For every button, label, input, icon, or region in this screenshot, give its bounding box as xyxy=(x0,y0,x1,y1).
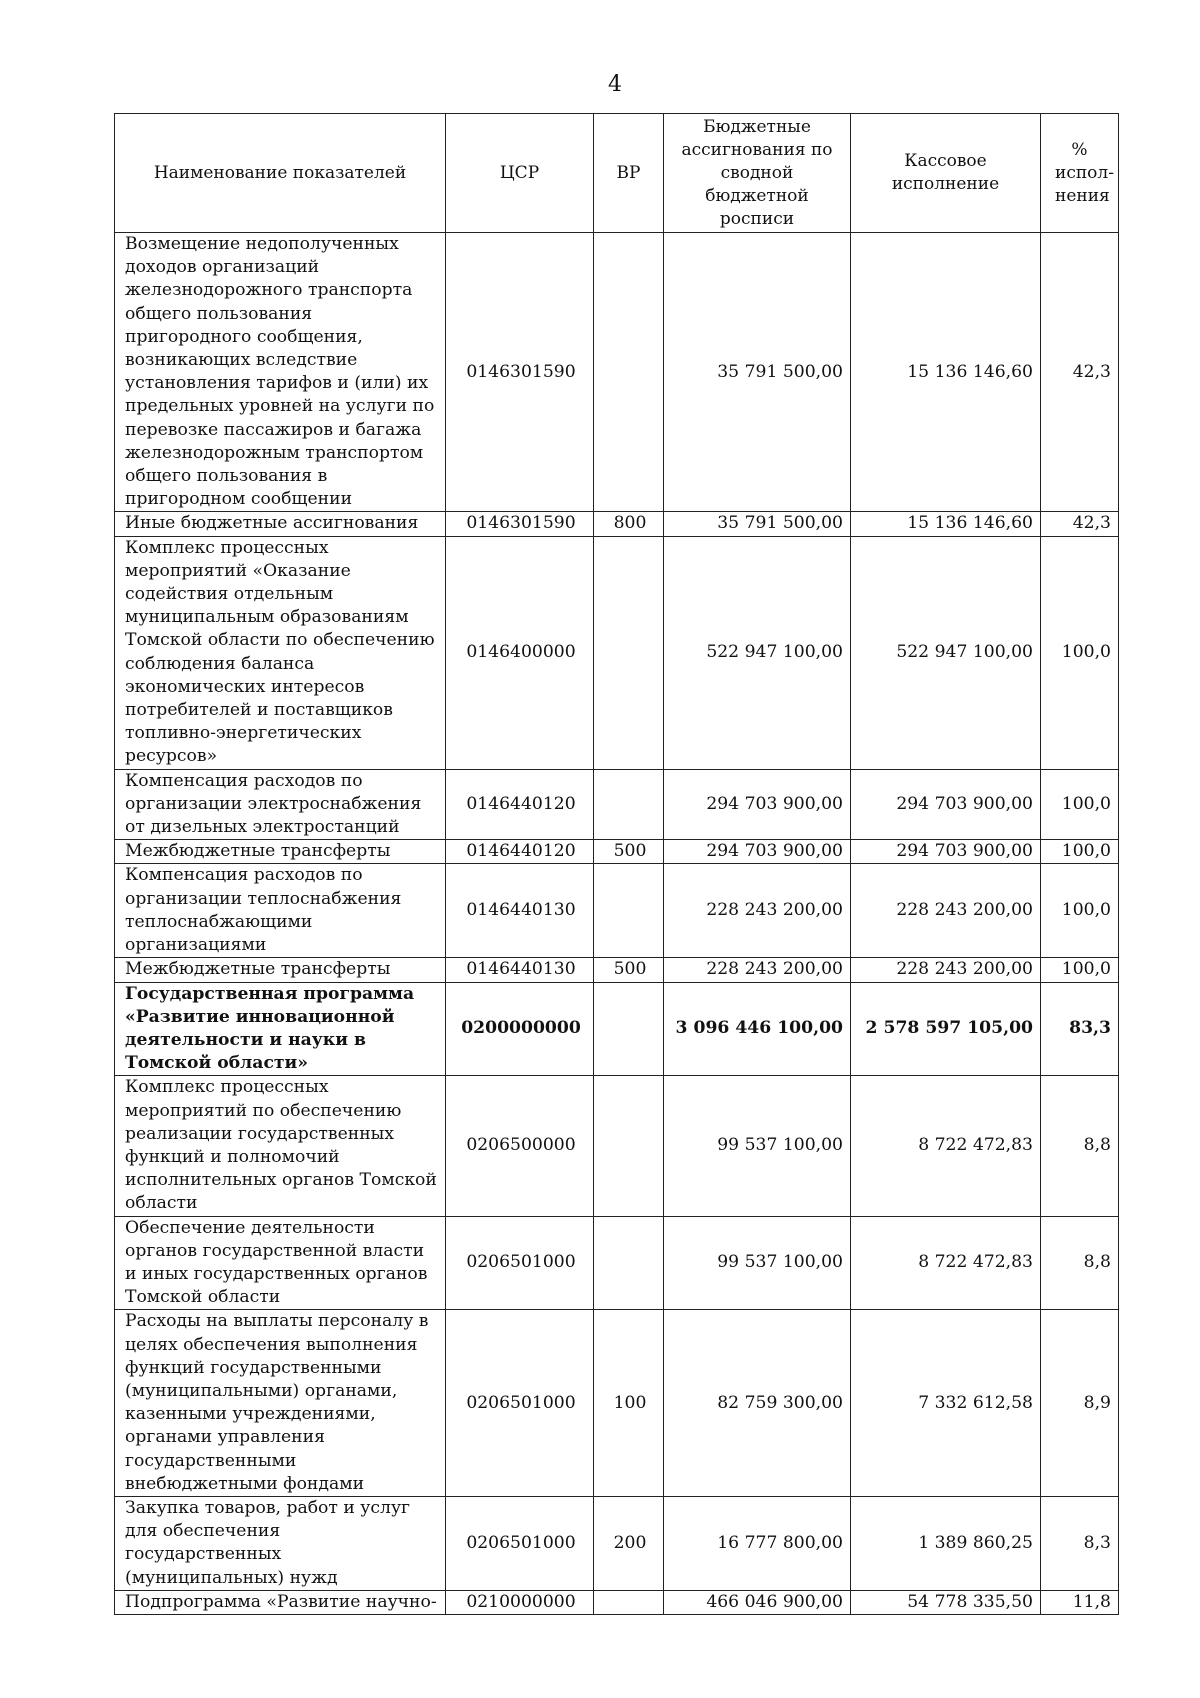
cell-csr: 0146440120 xyxy=(446,769,594,840)
cell-name: Иные бюджетные ассигнования xyxy=(115,512,446,536)
cell-csr: 0146301590 xyxy=(446,512,594,536)
header-name: Наименование показателей xyxy=(115,114,446,233)
header-vr: ВР xyxy=(594,114,664,233)
cell-execution: 54 778 335,50 xyxy=(851,1590,1041,1614)
cell-name: Государственная программа «Развитие инновационной деятельности и науки в Томской области» xyxy=(115,982,446,1076)
cell-csr: 0206500000 xyxy=(446,1076,594,1216)
cell-name: Расходы на выплаты персоналу в целях обеспечения выполнения функций государственными (муниципальными) органами, казенными учреждениями, органами управления государственными внебюджетными фондами xyxy=(115,1310,446,1497)
cell-name: Возмещение недополученных доходов организаций железнодорожного транспорта общего пользования пригородного сообщения, возникающих вследствие установления тарифов и (или) их предельных уровней на услуги по перевозке пассажиров и багажа железнодорожным транспортом общего пользования в пригородном сообщении xyxy=(115,233,446,512)
cell-vr xyxy=(594,864,664,958)
cell-budget: 35 791 500,00 xyxy=(664,233,851,512)
cell-execution: 294 703 900,00 xyxy=(851,769,1041,840)
table-row xyxy=(115,769,1119,840)
cell-csr: 0146400000 xyxy=(446,536,594,769)
cell-percent: 42,3 xyxy=(1041,512,1119,536)
cell-csr: 0146301590 xyxy=(446,233,594,512)
cell-budget: 228 243 200,00 xyxy=(664,864,851,958)
cell-csr: 0210000000 xyxy=(446,1590,594,1614)
cell-name: Компенсация расходов по организации теплоснабжения теплоснабжающими организациями xyxy=(115,864,446,958)
cell-name: Подпрограмма «Развитие научно- xyxy=(115,1590,446,1614)
cell-csr: 0206501000 xyxy=(446,1216,594,1310)
cell-name: Межбюджетные трансферты xyxy=(115,958,446,982)
header-budget: Бюджетные ассигнования по сводной бюджетной росписи xyxy=(664,114,851,233)
cell-percent: 100,0 xyxy=(1041,769,1119,840)
cell-execution: 228 243 200,00 xyxy=(851,864,1041,958)
cell-execution: 1 389 860,25 xyxy=(851,1496,1041,1590)
cell-percent: 100,0 xyxy=(1041,536,1119,769)
cell-vr: 100 xyxy=(594,1310,664,1497)
cell-budget: 16 777 800,00 xyxy=(664,1496,851,1590)
cell-percent: 8,3 xyxy=(1041,1496,1119,1590)
cell-percent: 100,0 xyxy=(1041,840,1119,864)
cell-vr: 800 xyxy=(594,512,664,536)
cell-budget: 82 759 300,00 xyxy=(664,1310,851,1497)
cell-name: Компенсация расходов по организации электроснабжения от дизельных электростанций xyxy=(115,769,446,840)
cell-percent: 8,9 xyxy=(1041,1310,1119,1497)
cell-name: Обеспечение деятельности органов государственной власти и иных государственных органов Томской области xyxy=(115,1216,446,1310)
cell-execution: 15 136 146,60 xyxy=(851,512,1041,536)
cell-percent: 83,3 xyxy=(1041,982,1119,1076)
cell-percent: 8,8 xyxy=(1041,1076,1119,1216)
cell-vr xyxy=(594,1076,664,1216)
cell-budget: 99 537 100,00 xyxy=(664,1076,851,1216)
cell-vr xyxy=(594,536,664,769)
table-header-row xyxy=(115,114,1119,233)
cell-csr: 0206501000 xyxy=(446,1310,594,1497)
cell-csr: 0206501000 xyxy=(446,1496,594,1590)
table-row xyxy=(115,233,1119,512)
cell-execution: 294 703 900,00 xyxy=(851,840,1041,864)
cell-csr: 0146440130 xyxy=(446,864,594,958)
cell-vr xyxy=(594,769,664,840)
cell-execution: 15 136 146,60 xyxy=(851,233,1041,512)
cell-budget: 3 096 446 100,00 xyxy=(664,982,851,1076)
cell-vr: 200 xyxy=(594,1496,664,1590)
cell-execution: 8 722 472,83 xyxy=(851,1216,1041,1310)
cell-vr: 500 xyxy=(594,958,664,982)
cell-csr: 0200000000 xyxy=(446,982,594,1076)
header-execution: Кассовое исполнение xyxy=(851,114,1041,233)
cell-percent: 100,0 xyxy=(1041,864,1119,958)
cell-budget: 294 703 900,00 xyxy=(664,769,851,840)
cell-name: Комплекс процессных мероприятий по обеспечению реализации государственных функций и полномочий исполнительных органов Томской области xyxy=(115,1076,446,1216)
table-row xyxy=(115,958,1119,982)
cell-execution: 7 332 612,58 xyxy=(851,1310,1041,1497)
cell-budget: 99 537 100,00 xyxy=(664,1216,851,1310)
cell-budget: 228 243 200,00 xyxy=(664,958,851,982)
table-body xyxy=(115,233,1119,1615)
cell-budget: 294 703 900,00 xyxy=(664,840,851,864)
cell-vr xyxy=(594,233,664,512)
table-row xyxy=(115,536,1119,769)
cell-budget: 35 791 500,00 xyxy=(664,512,851,536)
table-row xyxy=(115,1590,1119,1614)
cell-percent: 100,0 xyxy=(1041,958,1119,982)
cell-csr: 0146440130 xyxy=(446,958,594,982)
table-row xyxy=(115,1216,1119,1310)
table-row xyxy=(115,1496,1119,1590)
cell-name: Межбюджетные трансферты xyxy=(115,840,446,864)
page-number: 4 xyxy=(608,72,622,97)
cell-execution: 2 578 597 105,00 xyxy=(851,982,1041,1076)
cell-percent: 8,8 xyxy=(1041,1216,1119,1310)
table-row xyxy=(115,1310,1119,1497)
cell-execution: 522 947 100,00 xyxy=(851,536,1041,769)
cell-vr xyxy=(594,982,664,1076)
cell-csr: 0146440120 xyxy=(446,840,594,864)
cell-budget: 466 046 900,00 xyxy=(664,1590,851,1614)
cell-vr xyxy=(594,1590,664,1614)
cell-vr: 500 xyxy=(594,840,664,864)
cell-execution: 228 243 200,00 xyxy=(851,958,1041,982)
cell-name: Закупка товаров, работ и услуг для обеспечения государственных (муниципальных) нужд xyxy=(115,1496,446,1590)
header-percent: % испол-нения xyxy=(1041,114,1119,233)
cell-vr xyxy=(594,1216,664,1310)
cell-budget: 522 947 100,00 xyxy=(664,536,851,769)
table-row xyxy=(115,864,1119,958)
table-row xyxy=(115,982,1119,1076)
table-row xyxy=(115,512,1119,536)
cell-percent: 11,8 xyxy=(1041,1590,1119,1614)
table-row xyxy=(115,1076,1119,1216)
cell-execution: 8 722 472,83 xyxy=(851,1076,1041,1216)
budget-execution-table xyxy=(114,113,1119,1615)
cell-name: Комплекс процессных мероприятий «Оказание содействия отдельным муниципальным образованиям Томской области по обеспечению соблюдения баланса экономических интересов потребителей и поставщиков топливно-энергетических ресурсов» xyxy=(115,536,446,769)
table-row xyxy=(115,840,1119,864)
cell-percent: 42,3 xyxy=(1041,233,1119,512)
header-csr: ЦСР xyxy=(446,114,594,233)
